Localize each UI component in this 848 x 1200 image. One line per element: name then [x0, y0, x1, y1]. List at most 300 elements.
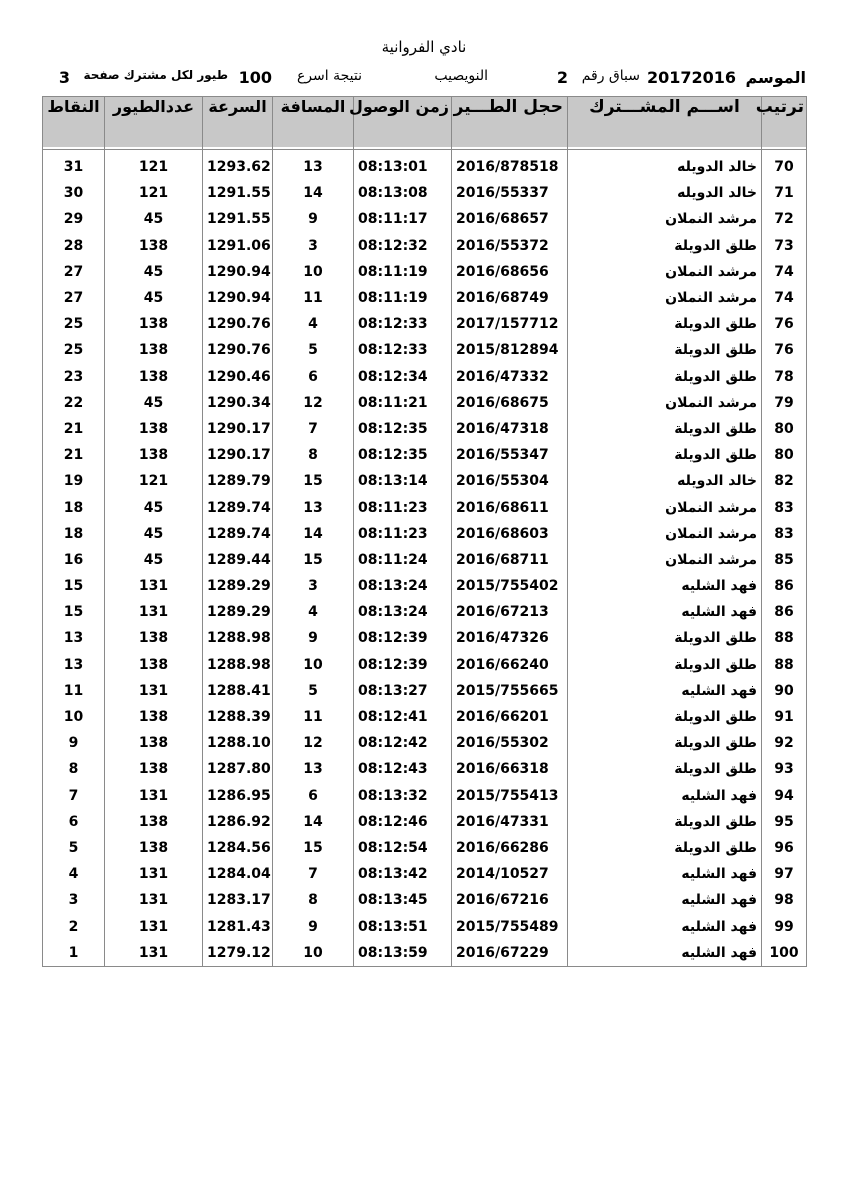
cell-points: 15 [43, 599, 105, 625]
cell-bird-count: 131 [105, 678, 203, 704]
cell-rank: 80 [762, 416, 807, 442]
cell-ring-number: 2016/66318 [452, 756, 568, 782]
cell-ring-number: 2016/47318 [452, 416, 568, 442]
cell-distance: 12 [273, 390, 354, 416]
cell-member-name: فهد الشليه [568, 913, 762, 939]
cell-arrival-time: 08:13:14 [354, 468, 452, 494]
cell-member-name: طلق الدويلة [568, 364, 762, 390]
cell-ring-number: 2016/47326 [452, 625, 568, 651]
cell-distance: 14 [273, 180, 354, 206]
cell-arrival-time: 08:12:32 [354, 233, 452, 259]
cell-points: 25 [43, 311, 105, 337]
cell-ring-number: 2016/68656 [452, 259, 568, 285]
table-row [43, 390, 807, 416]
cell-distance: 13 [273, 494, 354, 520]
cell-bird-count: 45 [105, 390, 203, 416]
table-row [43, 940, 807, 967]
table-row [43, 625, 807, 651]
cell-member-name: طلق الدويلة [568, 809, 762, 835]
cell-points: 21 [43, 442, 105, 468]
cell-speed: 1286.95 [203, 783, 273, 809]
cell-arrival-time: 08:12:39 [354, 652, 452, 678]
cell-rank: 82 [762, 468, 807, 494]
cell-bird-count: 138 [105, 835, 203, 861]
cell-ring-number: 2016/68603 [452, 521, 568, 547]
result-label: نتيجة اسرع [296, 68, 362, 84]
cell-rank: 88 [762, 625, 807, 651]
cell-speed: 1284.56 [203, 835, 273, 861]
cell-bird-count: 131 [105, 887, 203, 913]
cell-arrival-time: 08:13:24 [354, 573, 452, 599]
cell-distance: 7 [273, 416, 354, 442]
cell-points: 25 [43, 337, 105, 363]
cell-speed: 1291.55 [203, 206, 273, 232]
cell-distance: 10 [273, 652, 354, 678]
cell-distance: 15 [273, 547, 354, 573]
cell-arrival-time: 08:13:27 [354, 678, 452, 704]
race-info-line [44, 68, 806, 90]
table-row [43, 285, 807, 311]
cell-bird-count: 121 [105, 154, 203, 180]
club-title: نادي الفروانية [381, 38, 467, 56]
cell-bird-count: 131 [105, 573, 203, 599]
table-row [43, 652, 807, 678]
cell-member-name: طلق الدويلة [568, 730, 762, 756]
cell-ring-number: 2014/10527 [452, 861, 568, 887]
column-header-ring: حجل الطـــير [452, 97, 568, 150]
cell-rank: 76 [762, 311, 807, 337]
cell-member-name: طلق الدويلة [568, 311, 762, 337]
table-row [43, 756, 807, 782]
cell-distance: 8 [273, 887, 354, 913]
cell-member-name: مرشد النملان [568, 206, 762, 232]
results-table [42, 96, 807, 967]
column-header-birds: عددالطيور [105, 97, 203, 150]
cell-rank: 70 [762, 154, 807, 180]
cell-ring-number: 2016/55372 [452, 233, 568, 259]
cell-speed: 1293.62 [203, 154, 273, 180]
page-number: 3 [58, 68, 70, 87]
cell-speed: 1289.79 [203, 468, 273, 494]
cell-member-name: طلق الدويلة [568, 625, 762, 651]
cell-bird-count: 131 [105, 940, 203, 967]
cell-points: 21 [43, 416, 105, 442]
cell-speed: 1290.76 [203, 337, 273, 363]
cell-bird-count: 138 [105, 364, 203, 390]
cell-rank: 78 [762, 364, 807, 390]
cell-arrival-time: 08:13:42 [354, 861, 452, 887]
cell-bird-count: 138 [105, 625, 203, 651]
cell-arrival-time: 08:12:54 [354, 835, 452, 861]
cell-points: 13 [43, 625, 105, 651]
cell-points: 9 [43, 730, 105, 756]
cell-rank: 98 [762, 887, 807, 913]
cell-arrival-time: 08:11:24 [354, 547, 452, 573]
column-header-distance: المسافة [273, 97, 354, 150]
cell-ring-number: 2016/68657 [452, 206, 568, 232]
cell-points: 13 [43, 652, 105, 678]
cell-arrival-time: 08:13:51 [354, 913, 452, 939]
table-row [43, 783, 807, 809]
cell-speed: 1290.46 [203, 364, 273, 390]
cell-rank: 74 [762, 285, 807, 311]
cell-member-name: فهد الشليه [568, 887, 762, 913]
cell-ring-number: 2016/55304 [452, 468, 568, 494]
race-name: النويصيب [434, 68, 488, 84]
cell-arrival-time: 08:12:43 [354, 756, 452, 782]
cell-rank: 72 [762, 206, 807, 232]
cell-rank: 83 [762, 494, 807, 520]
cell-rank: 83 [762, 521, 807, 547]
cell-member-name: طلق الدويلة [568, 652, 762, 678]
cell-points: 4 [43, 861, 105, 887]
cell-speed: 1284.04 [203, 861, 273, 887]
cell-member-name: طلق الدويلة [568, 756, 762, 782]
cell-speed: 1290.17 [203, 416, 273, 442]
cell-points: 28 [43, 233, 105, 259]
cell-points: 3 [43, 887, 105, 913]
cell-member-name: فهد الشليه [568, 861, 762, 887]
cell-ring-number: 2015/755489 [452, 913, 568, 939]
cell-arrival-time: 08:13:24 [354, 599, 452, 625]
cell-bird-count: 131 [105, 783, 203, 809]
cell-rank: 95 [762, 809, 807, 835]
cell-speed: 1281.43 [203, 913, 273, 939]
cell-arrival-time: 08:13:59 [354, 940, 452, 967]
cell-arrival-time: 08:11:23 [354, 521, 452, 547]
cell-rank: 71 [762, 180, 807, 206]
cell-speed: 1279.12 [203, 940, 273, 967]
cell-points: 6 [43, 809, 105, 835]
cell-ring-number: 2016/67216 [452, 887, 568, 913]
cell-ring-number: 2016/68711 [452, 547, 568, 573]
cell-rank: 94 [762, 783, 807, 809]
cell-points: 16 [43, 547, 105, 573]
cell-rank: 76 [762, 337, 807, 363]
cell-points: 27 [43, 285, 105, 311]
cell-member-name: مرشد النملان [568, 547, 762, 573]
cell-rank: 80 [762, 442, 807, 468]
cell-bird-count: 45 [105, 521, 203, 547]
cell-speed: 1290.34 [203, 390, 273, 416]
cell-speed: 1283.17 [203, 887, 273, 913]
cell-rank: 96 [762, 835, 807, 861]
cell-distance: 13 [273, 154, 354, 180]
cell-distance: 9 [273, 913, 354, 939]
table-row [43, 233, 807, 259]
table-row [43, 337, 807, 363]
cell-distance: 12 [273, 730, 354, 756]
cell-arrival-time: 08:13:01 [354, 154, 452, 180]
cell-points: 31 [43, 154, 105, 180]
cell-rank: 97 [762, 861, 807, 887]
cell-speed: 1289.74 [203, 521, 273, 547]
cell-ring-number: 2016/55337 [452, 180, 568, 206]
column-header-speed: السرعة [203, 97, 273, 150]
cell-speed: 1291.06 [203, 233, 273, 259]
cell-member-name: مرشد النملان [568, 285, 762, 311]
cell-speed: 1288.98 [203, 625, 273, 651]
cell-rank: 85 [762, 547, 807, 573]
cell-speed: 1286.92 [203, 809, 273, 835]
table-row [43, 180, 807, 206]
cell-rank: 79 [762, 390, 807, 416]
cell-ring-number: 2016/55347 [452, 442, 568, 468]
table-row [43, 730, 807, 756]
cell-rank: 74 [762, 259, 807, 285]
cell-member-name: طلق الدويلة [568, 233, 762, 259]
cell-distance: 15 [273, 468, 354, 494]
cell-bird-count: 45 [105, 259, 203, 285]
cell-arrival-time: 08:12:42 [354, 730, 452, 756]
cell-arrival-time: 08:11:23 [354, 494, 452, 520]
column-header-rank: ترتيب [762, 97, 807, 150]
cell-arrival-time: 08:12:33 [354, 311, 452, 337]
cell-rank: 90 [762, 678, 807, 704]
cell-member-name: فهد الشليه [568, 599, 762, 625]
cell-points: 15 [43, 573, 105, 599]
cell-arrival-time: 08:12:33 [354, 337, 452, 363]
table-row [43, 599, 807, 625]
table-row [43, 809, 807, 835]
cell-bird-count: 138 [105, 416, 203, 442]
cell-rank: 91 [762, 704, 807, 730]
table-row [43, 442, 807, 468]
cell-points: 19 [43, 468, 105, 494]
cell-bird-count: 138 [105, 730, 203, 756]
cell-speed: 1288.10 [203, 730, 273, 756]
cell-bird-count: 138 [105, 311, 203, 337]
cell-ring-number: 2015/755413 [452, 783, 568, 809]
cell-distance: 10 [273, 940, 354, 967]
column-header-arrival: زمن الوصول [354, 97, 452, 150]
cell-speed: 1288.98 [203, 652, 273, 678]
cell-member-name: خالد الدويله [568, 154, 762, 180]
cell-arrival-time: 08:12:35 [354, 442, 452, 468]
cell-distance: 11 [273, 704, 354, 730]
cell-arrival-time: 08:12:39 [354, 625, 452, 651]
cell-points: 23 [43, 364, 105, 390]
cell-ring-number: 2016/66286 [452, 835, 568, 861]
cell-rank: 86 [762, 599, 807, 625]
cell-rank: 92 [762, 730, 807, 756]
cell-speed: 1289.29 [203, 599, 273, 625]
cell-bird-count: 121 [105, 180, 203, 206]
cell-points: 27 [43, 259, 105, 285]
cell-speed: 1291.55 [203, 180, 273, 206]
cell-arrival-time: 08:13:32 [354, 783, 452, 809]
cell-points: 30 [43, 180, 105, 206]
cell-rank: 93 [762, 756, 807, 782]
cell-member-name: فهد الشليه [568, 573, 762, 599]
cell-arrival-time: 08:11:21 [354, 390, 452, 416]
cell-member-name: خالد الدويله [568, 180, 762, 206]
cell-member-name: مرشد النملان [568, 521, 762, 547]
cell-points: 18 [43, 521, 105, 547]
cell-arrival-time: 08:11:19 [354, 285, 452, 311]
cell-bird-count: 45 [105, 547, 203, 573]
cell-ring-number: 2016/47332 [452, 364, 568, 390]
cell-rank: 73 [762, 233, 807, 259]
cell-speed: 1290.94 [203, 259, 273, 285]
cell-ring-number: 2016/68611 [452, 494, 568, 520]
table-row [43, 573, 807, 599]
result-count: 100 [238, 68, 272, 87]
cell-member-name: طلق الدويلة [568, 704, 762, 730]
cell-member-name: مرشد النملان [568, 390, 762, 416]
cell-ring-number: 2016/55302 [452, 730, 568, 756]
cell-member-name: مرشد النملان [568, 259, 762, 285]
cell-bird-count: 131 [105, 599, 203, 625]
cell-distance: 9 [273, 206, 354, 232]
cell-points: 18 [43, 494, 105, 520]
cell-arrival-time: 08:11:17 [354, 206, 452, 232]
cell-speed: 1287.80 [203, 756, 273, 782]
cell-distance: 4 [273, 599, 354, 625]
cell-speed: 1288.39 [203, 704, 273, 730]
cell-member-name: مرشد النملان [568, 494, 762, 520]
cell-bird-count: 138 [105, 809, 203, 835]
cell-member-name: فهد الشليه [568, 940, 762, 967]
birds-per-member-label: طيور لكل مشترك صفحة [83, 68, 228, 82]
cell-ring-number: 2016/66201 [452, 704, 568, 730]
cell-points: 11 [43, 678, 105, 704]
cell-distance: 11 [273, 285, 354, 311]
cell-bird-count: 45 [105, 494, 203, 520]
cell-bird-count: 131 [105, 861, 203, 887]
cell-ring-number: 2016/878518 [452, 154, 568, 180]
table-row [43, 835, 807, 861]
cell-arrival-time: 08:12:34 [354, 364, 452, 390]
cell-member-name: فهد الشليه [568, 678, 762, 704]
cell-distance: 3 [273, 233, 354, 259]
cell-points: 29 [43, 206, 105, 232]
race-number-value: 2 [556, 68, 568, 87]
cell-bird-count: 138 [105, 233, 203, 259]
column-header-points: النقاط [43, 97, 105, 150]
cell-ring-number: 2015/755665 [452, 678, 568, 704]
cell-member-name: خالد الدويله [568, 468, 762, 494]
cell-arrival-time: 08:11:19 [354, 259, 452, 285]
cell-speed: 1290.17 [203, 442, 273, 468]
table-row [43, 704, 807, 730]
cell-points: 8 [43, 756, 105, 782]
cell-points: 5 [43, 835, 105, 861]
cell-bird-count: 131 [105, 913, 203, 939]
cell-ring-number: 2015/755402 [452, 573, 568, 599]
cell-member-name: فهد الشليه [568, 783, 762, 809]
cell-bird-count: 138 [105, 652, 203, 678]
table-row [43, 913, 807, 939]
cell-ring-number: 2016/68675 [452, 390, 568, 416]
cell-member-name: طلق الدويلة [568, 442, 762, 468]
cell-distance: 14 [273, 809, 354, 835]
cell-distance: 9 [273, 625, 354, 651]
cell-rank: 99 [762, 913, 807, 939]
season-value: 20172016 [646, 68, 736, 87]
table-row [43, 547, 807, 573]
cell-distance: 15 [273, 835, 354, 861]
cell-bird-count: 45 [105, 206, 203, 232]
table-row [43, 494, 807, 520]
cell-ring-number: 2016/67229 [452, 940, 568, 967]
cell-distance: 4 [273, 311, 354, 337]
table-row [43, 678, 807, 704]
cell-distance: 14 [273, 521, 354, 547]
cell-arrival-time: 08:12:46 [354, 809, 452, 835]
cell-arrival-time: 08:12:35 [354, 416, 452, 442]
table-row [43, 416, 807, 442]
table-row [43, 206, 807, 232]
cell-points: 1 [43, 940, 105, 967]
table-row [43, 861, 807, 887]
cell-member-name: طلق الدويلة [568, 835, 762, 861]
cell-speed: 1289.74 [203, 494, 273, 520]
cell-bird-count: 138 [105, 704, 203, 730]
cell-speed: 1288.41 [203, 678, 273, 704]
cell-ring-number: 2017/157712 [452, 311, 568, 337]
cell-arrival-time: 08:13:45 [354, 887, 452, 913]
cell-arrival-time: 08:13:08 [354, 180, 452, 206]
cell-points: 22 [43, 390, 105, 416]
table-row [43, 259, 807, 285]
cell-points: 2 [43, 913, 105, 939]
cell-distance: 10 [273, 259, 354, 285]
table-row [43, 154, 807, 180]
cell-member-name: طلق الدويلة [568, 337, 762, 363]
cell-points: 10 [43, 704, 105, 730]
cell-bird-count: 138 [105, 337, 203, 363]
cell-distance: 8 [273, 442, 354, 468]
cell-speed: 1290.94 [203, 285, 273, 311]
table-row [43, 364, 807, 390]
cell-member-name: طلق الدويلة [568, 416, 762, 442]
cell-arrival-time: 08:12:41 [354, 704, 452, 730]
cell-ring-number: 2016/47331 [452, 809, 568, 835]
cell-distance: 3 [273, 573, 354, 599]
cell-distance: 6 [273, 783, 354, 809]
cell-speed: 1289.44 [203, 547, 273, 573]
cell-speed: 1289.29 [203, 573, 273, 599]
cell-bird-count: 138 [105, 442, 203, 468]
cell-ring-number: 2016/67213 [452, 599, 568, 625]
table-header-row [43, 97, 807, 150]
cell-distance: 6 [273, 364, 354, 390]
cell-ring-number: 2015/812894 [452, 337, 568, 363]
cell-distance: 5 [273, 337, 354, 363]
cell-ring-number: 2016/68749 [452, 285, 568, 311]
cell-rank: 86 [762, 573, 807, 599]
season-label: الموسم [745, 68, 806, 87]
table-row [43, 521, 807, 547]
table-row [43, 468, 807, 494]
cell-distance: 13 [273, 756, 354, 782]
cell-rank: 88 [762, 652, 807, 678]
column-header-name: اســـم المشـــترك [568, 97, 762, 150]
cell-rank: 100 [762, 940, 807, 967]
cell-distance: 5 [273, 678, 354, 704]
cell-bird-count: 45 [105, 285, 203, 311]
table-row [43, 311, 807, 337]
race-number-label: سباق رقم [581, 68, 640, 84]
table-row [43, 887, 807, 913]
cell-distance: 7 [273, 861, 354, 887]
cell-points: 7 [43, 783, 105, 809]
cell-bird-count: 138 [105, 756, 203, 782]
cell-bird-count: 121 [105, 468, 203, 494]
cell-ring-number: 2016/66240 [452, 652, 568, 678]
cell-speed: 1290.76 [203, 311, 273, 337]
